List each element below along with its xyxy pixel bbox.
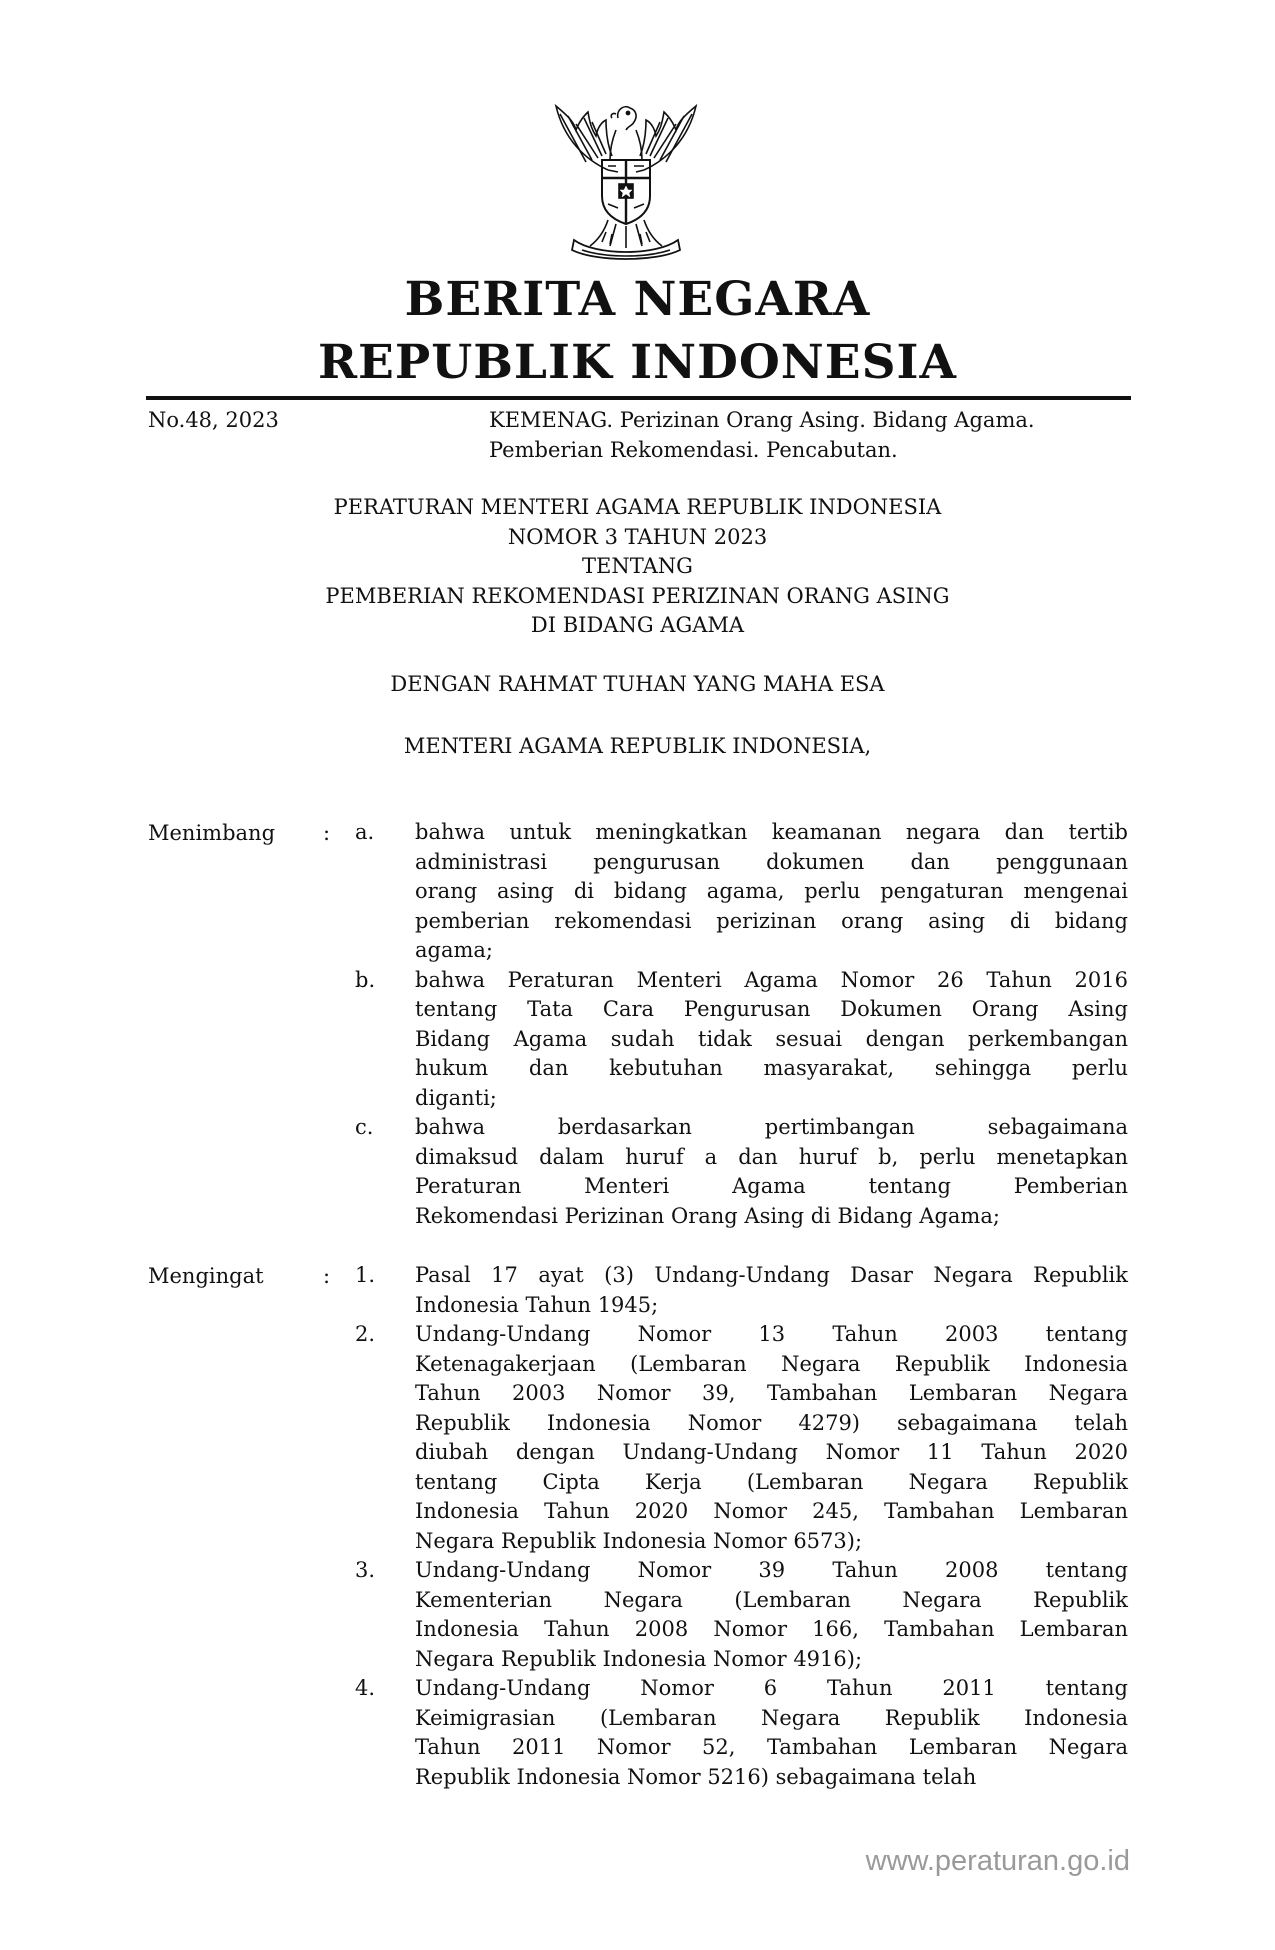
text-line: Rekomendasi Perizinan Orang Asing di Bidang Agama; bbox=[415, 1203, 1000, 1228]
text-line: hukum dan kebutuhan masyarakat, sehingga perlu bbox=[415, 1056, 1128, 1080]
text-line: Pasal 17 ayat (3) Undang-Undang Dasar Negara Republik bbox=[415, 1263, 1128, 1287]
mengingat-item-marker: 2. bbox=[355, 1322, 376, 1346]
text-line: Republik Indonesia Nomor 5216) sebagaimana telah bbox=[415, 1764, 977, 1789]
mengingat-item bbox=[0, 1261, 1275, 1320]
website-watermark: www.peraturan.go.id bbox=[865, 1845, 1130, 1877]
text-line: Undang-Undang Nomor 39 Tahun 2008 tentang bbox=[415, 1558, 1128, 1582]
mengingat-item bbox=[0, 1674, 1275, 1792]
mengingat-item-text bbox=[415, 1261, 1128, 1320]
text-line: Republik Indonesia Nomor 4279) sebagaimana telah bbox=[415, 1410, 1128, 1435]
menimbang-item-marker: c. bbox=[355, 1115, 374, 1139]
mengingat-colon: : bbox=[323, 1264, 331, 1288]
text-line: Undang-Undang Nomor 6 Tahun 2011 tentang bbox=[415, 1676, 1128, 1700]
text-line: tentang Tata Cara Pengurusan Dokumen Orang Asing bbox=[415, 997, 1128, 1021]
text-line: dimaksud dalam huruf a dan huruf b, perlu menetapkan bbox=[415, 1144, 1128, 1169]
header-rule bbox=[146, 396, 1131, 400]
regulation-title: PERATURAN MENTERI AGAMA REPUBLIK INDONESIA bbox=[333, 495, 942, 519]
text-line: administrasi pengurusan dokumen dan penggunaan bbox=[415, 849, 1128, 874]
regulation-subject: DI BIDANG AGAMA bbox=[530, 613, 745, 637]
text-line: Indonesia Tahun 2008 Nomor 166, Tambahan Lembaran bbox=[415, 1617, 1128, 1641]
text-line: Indonesia Tahun 2020 Nomor 245, Tambahan Lembaran bbox=[415, 1499, 1128, 1523]
text-line: Undang-Undang Nomor 13 Tahun 2003 tentang bbox=[415, 1322, 1128, 1346]
menimbang-item-marker: b. bbox=[355, 967, 376, 992]
subject-line: KEMENAG. Perizinan Orang Asing. Bidang Agama. bbox=[489, 408, 1035, 432]
mengingat-label: Mengingat bbox=[148, 1264, 264, 1288]
menimbang-item-text bbox=[415, 1113, 1128, 1231]
menimbang-item bbox=[0, 818, 1275, 966]
regulation-heading bbox=[0, 493, 1275, 641]
text-line: diubah dengan Undang-Undang Nomor 11 Tahun 2020 bbox=[415, 1440, 1128, 1464]
text-line: bahwa untuk meningkatkan keamanan negara dan tertib bbox=[415, 820, 1128, 844]
text-line: Peraturan Menteri Agama tentang Pemberian bbox=[415, 1174, 1128, 1198]
subject-line: Pemberian Rekomendasi. Pencabutan. bbox=[489, 438, 898, 462]
preamble: DENGAN RAHMAT TUHAN YANG MAHA ESA bbox=[390, 672, 885, 696]
mengingat-item-marker: 1. bbox=[355, 1263, 376, 1287]
mengingat-item-text bbox=[415, 1674, 1128, 1792]
text-line: Tahun 2011 Nomor 52, Tambahan Lembaran Negara bbox=[415, 1735, 1128, 1759]
menimbang-list bbox=[0, 818, 1275, 1231]
text-line: Indonesia Tahun 1945; bbox=[415, 1292, 659, 1317]
text-line: diganti; bbox=[415, 1085, 497, 1110]
text-line: agama; bbox=[415, 938, 493, 962]
text-line: Kementerian Negara (Lembaran Negara Republik bbox=[415, 1587, 1128, 1612]
mengingat-list bbox=[0, 1261, 1275, 1792]
menimbang-label: Menimbang bbox=[148, 821, 276, 845]
publication-subtitle: REPUBLIK INDONESIA bbox=[317, 335, 957, 390]
mengingat-item-text bbox=[415, 1320, 1128, 1556]
text-line: pemberian rekomendasi perizinan orang asing di bidang bbox=[415, 908, 1128, 933]
text-line: Keimigrasian (Lembaran Negara Republik Indonesia bbox=[415, 1705, 1128, 1730]
text-line: Negara Republik Indonesia Nomor 4916); bbox=[415, 1646, 863, 1671]
regulation-number: NOMOR 3 TAHUN 2023 bbox=[507, 524, 768, 549]
mengingat-item-marker: 4. bbox=[355, 1676, 376, 1700]
menimbang-colon: : bbox=[323, 821, 331, 845]
text-line: bahwa berdasarkan pertimbangan sebagaimana bbox=[415, 1115, 1128, 1139]
text-line: Bidang Agama sudah tidak sesuai dengan perkembangan bbox=[415, 1026, 1128, 1051]
document-subject bbox=[489, 405, 1035, 465]
garuda-emblem-icon bbox=[546, 100, 706, 262]
document-number: No.48, 2023 bbox=[148, 408, 279, 432]
text-line: tentang Cipta Kerja (Lembaran Negara Republik bbox=[415, 1469, 1128, 1494]
menimbang-item-text bbox=[415, 818, 1128, 966]
regulation-subject: PEMBERIAN REKOMENDASI PERIZINAN ORANG ASING bbox=[325, 583, 950, 608]
publication-title: BERITA NEGARA bbox=[404, 272, 871, 327]
text-line: Tahun 2003 Nomor 39, Tambahan Lembaran Negara bbox=[415, 1381, 1128, 1405]
mengingat-item bbox=[0, 1320, 1275, 1556]
menimbang-item-marker: a. bbox=[355, 820, 375, 844]
menimbang-item bbox=[0, 966, 1275, 1114]
regulation-about: TENTANG bbox=[582, 554, 693, 578]
text-line: Ketenagakerjaan (Lembaran Negara Republik Indonesia bbox=[415, 1351, 1128, 1376]
menimbang-item-text bbox=[415, 966, 1128, 1114]
menimbang-item bbox=[0, 1113, 1275, 1231]
mengingat-item-marker: 3. bbox=[355, 1558, 376, 1582]
mengingat-item bbox=[0, 1556, 1275, 1674]
text-line: orang asing di bidang agama, perlu pengaturan mengenai bbox=[415, 879, 1128, 903]
text-line: bahwa Peraturan Menteri Agama Nomor 26 Tahun 2016 bbox=[415, 967, 1128, 992]
issuing-authority: MENTERI AGAMA REPUBLIK INDONESIA, bbox=[403, 734, 872, 758]
text-line: Negara Republik Indonesia Nomor 6573); bbox=[415, 1528, 863, 1553]
mengingat-item-text bbox=[415, 1556, 1128, 1674]
